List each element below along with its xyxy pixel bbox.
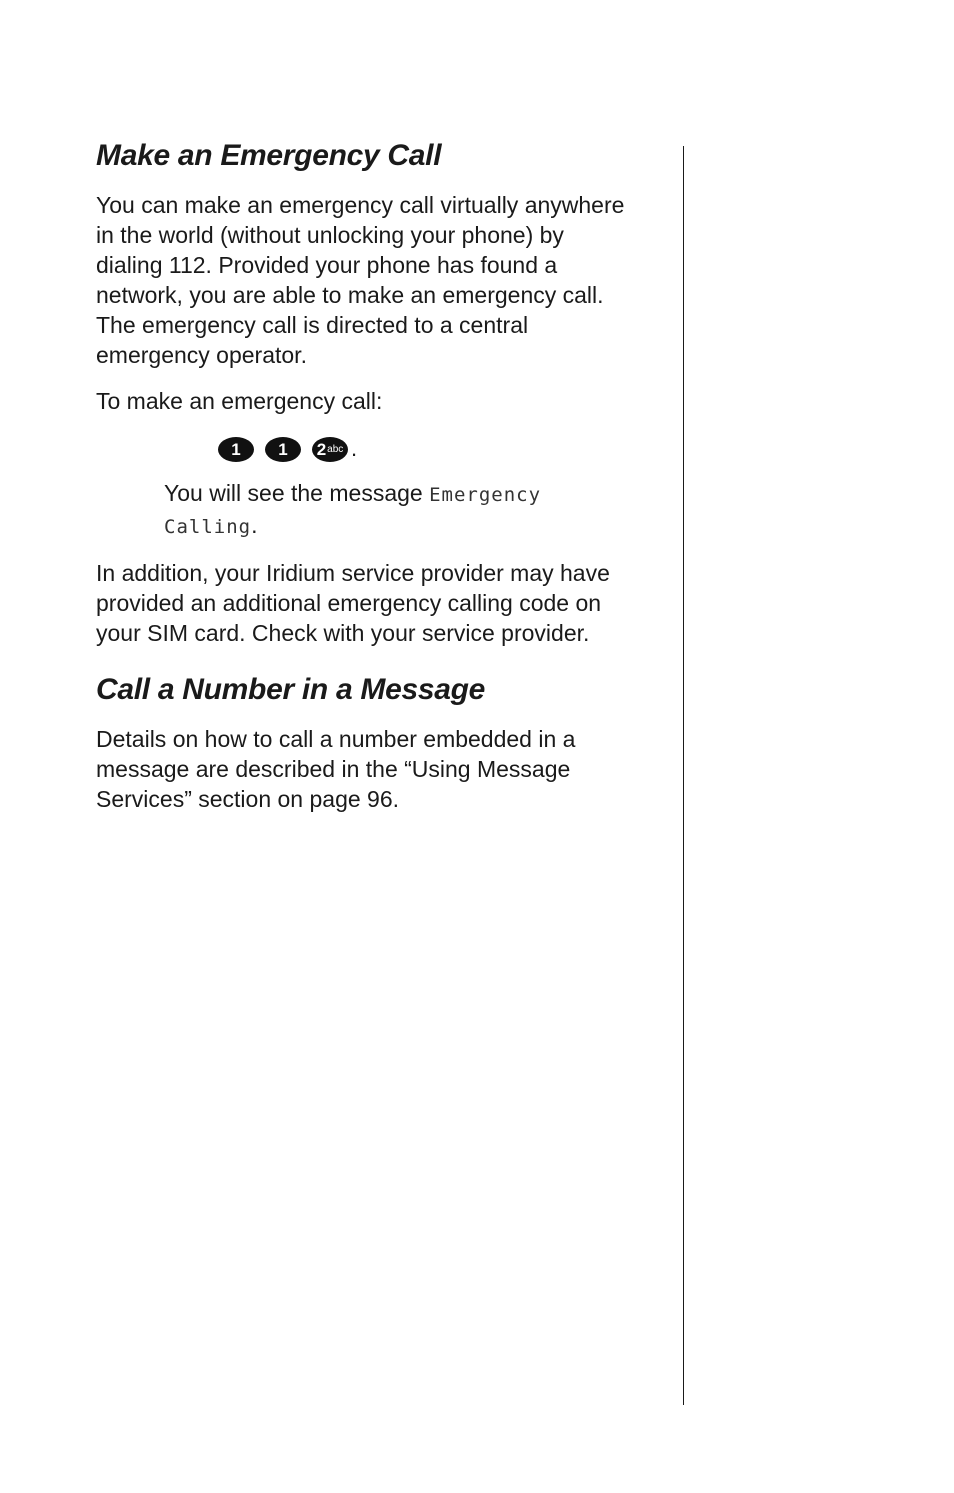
vertical-rule — [683, 146, 684, 1405]
text-line: emergency operator. — [96, 342, 307, 368]
service-provider-note — [96, 558, 666, 648]
key-label: 1 — [231, 439, 241, 459]
call-number-description — [96, 724, 666, 814]
key-2-abc-icon — [312, 437, 348, 462]
keypad-sequence — [218, 434, 666, 464]
text-line: dialing 112. Provided your phone has found a — [96, 252, 558, 278]
lcd-text-line2: Calling — [164, 516, 252, 538]
main-column — [96, 136, 666, 814]
key-1-icon — [265, 437, 301, 462]
key-label: 2 — [316, 439, 327, 459]
text-line: Services” section on page 96. — [96, 786, 400, 812]
message-prefix: You will see the message — [164, 480, 430, 506]
key-1-icon — [218, 437, 254, 462]
text-line: network, you are able to make an emergency call. — [96, 282, 604, 308]
text-line: in the world (without unlocking your phone) by — [96, 222, 564, 248]
emergency-call-intro: To make an emergency call: — [96, 388, 383, 414]
text-line: You can make an emergency call virtually anywhere — [96, 192, 625, 218]
keys-period: . — [351, 436, 358, 461]
text-line: provided an additional emergency calling code on — [96, 590, 602, 616]
text-line: message are described in the “Using Message — [96, 756, 571, 782]
text-line: your SIM card. Check with your service provider. — [96, 620, 590, 646]
key-sub-label: abc — [327, 444, 344, 455]
text-line: Details on how to call a number embedded in a — [96, 726, 576, 752]
emergency-call-heading: Make an Emergency Call — [96, 139, 442, 172]
text-line: In addition, your Iridium service provider may have — [96, 560, 610, 586]
key-label: 1 — [278, 439, 288, 459]
message-note — [164, 478, 666, 542]
text-line: The emergency call is directed to a central — [96, 312, 529, 338]
emergency-call-description — [96, 190, 666, 370]
lcd-text-line1: Emergency — [429, 484, 542, 506]
call-number-heading: Call a Number in a Message — [96, 673, 486, 706]
message-suffix: . — [251, 512, 258, 538]
